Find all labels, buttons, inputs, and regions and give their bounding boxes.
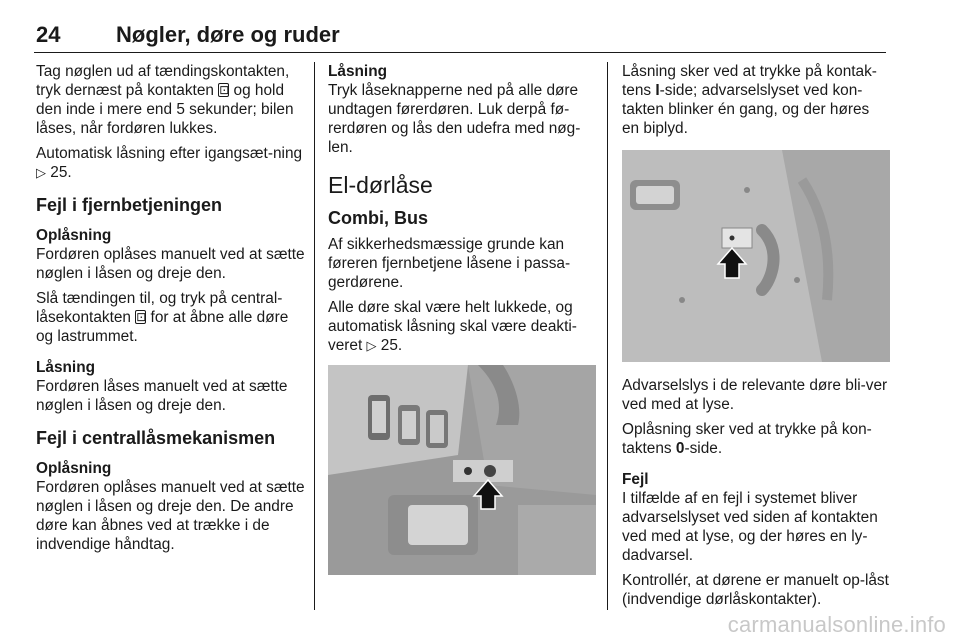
page-reference-link[interactable]: 25. — [380, 337, 403, 354]
paragraph: Automatisk låsning efter igangsæt-ning ▷ 25. — [36, 145, 303, 181]
page-reference-arrow-icon: ▷ — [366, 338, 377, 353]
subsection-heading: Oplåsning — [36, 460, 112, 477]
page-reference-arrow-icon: ▷ — [36, 165, 46, 180]
section-heading: Fejl i centrallåsmekanismen — [36, 428, 276, 448]
subsection-heading: Låsning — [328, 63, 387, 80]
lock-key-icon: ⊡ — [136, 310, 147, 324]
subsection-heading: Oplåsning — [36, 227, 112, 244]
column-divider-1 — [314, 62, 315, 610]
page-title: Nøgler, døre og ruder — [116, 22, 340, 47]
paragraph: I tilfælde af en fejl i systemet bliver advarselslyset ved siden af kontakten ved med at lyse, og der høres en ly-dadvarsel. — [622, 490, 878, 564]
section-heading: Combi, Bus — [328, 208, 429, 228]
header-rule — [34, 52, 886, 53]
paragraph: Slå tændingen til, og tryk på central-låsekontakten ⊡ for at åbne alle døre og lastrummet. — [36, 290, 289, 345]
page-number: 24 — [36, 22, 61, 47]
dashboard-switch-photo — [328, 365, 596, 575]
section-heading: Fejl i fjernbetjeningen — [36, 195, 223, 215]
column-2 — [328, 62, 596, 575]
paragraph: Fordøren oplåses manuelt ved at sætte nøglen i låsen og dreje den. — [36, 246, 305, 282]
paragraph: Oplåsning sker ved at trykke på kon-taktens 0-side. — [622, 421, 872, 457]
paragraph: Fordøren oplåses manuelt ved at sætte nøglen i låsen og dreje den. De andre døre kan åbnes ved at trække i de indvendige håndtag. — [36, 479, 305, 553]
paragraph: Alle døre skal være helt lukkede, og automatisk låsning skal være deakti-veret ▷ 25. — [328, 299, 577, 354]
paragraph: Tryk låseknapperne ned på alle døre undtagen førerdøren. Luk derpå fø-rerdøren og lås den udefra med nøg-len. — [328, 82, 581, 156]
column-1 — [36, 62, 306, 560]
paragraph: Af sikkerhedsmæssige grunde kan føreren fjernbetjene låsene i passa-gerdørene. — [328, 236, 571, 291]
paragraph: Kontrollér, at dørene er manuelt op-låst (indvendige dørlåskontakter). — [622, 572, 889, 608]
subsection-heading: Fejl — [622, 471, 649, 488]
column-divider-2 — [607, 62, 608, 610]
paragraph: Fordøren låses manuelt ved at sætte nøglen i låsen og dreje den. — [36, 378, 288, 414]
paragraph: Tag nøglen ud af tændingskontakten, tryk dernæst på kontakten ⊡ og hold den inde i mere end 5 sekunder; bilen låses, når fordøren lukkes. — [36, 63, 294, 137]
subsection-heading: Låsning — [36, 359, 95, 376]
page-reference-link[interactable]: 25. — [50, 164, 72, 181]
chapter-heading: El-dørlåse — [328, 172, 433, 198]
column-3 — [622, 62, 890, 615]
paragraph: Låsning sker ved at trykke på kontak-tens I-side; advarselslyset ved kon-takten blinker én gang, og der høres en biplyd. — [622, 63, 877, 137]
lock-key-icon: ⊡ — [219, 83, 230, 97]
paragraph: Advarselslys i de relevante døre bli-ver ved med at lyse. — [622, 377, 888, 413]
door-lock-switch-photo — [622, 150, 890, 362]
watermark-text: carmanualsonline.info — [727, 612, 946, 637]
